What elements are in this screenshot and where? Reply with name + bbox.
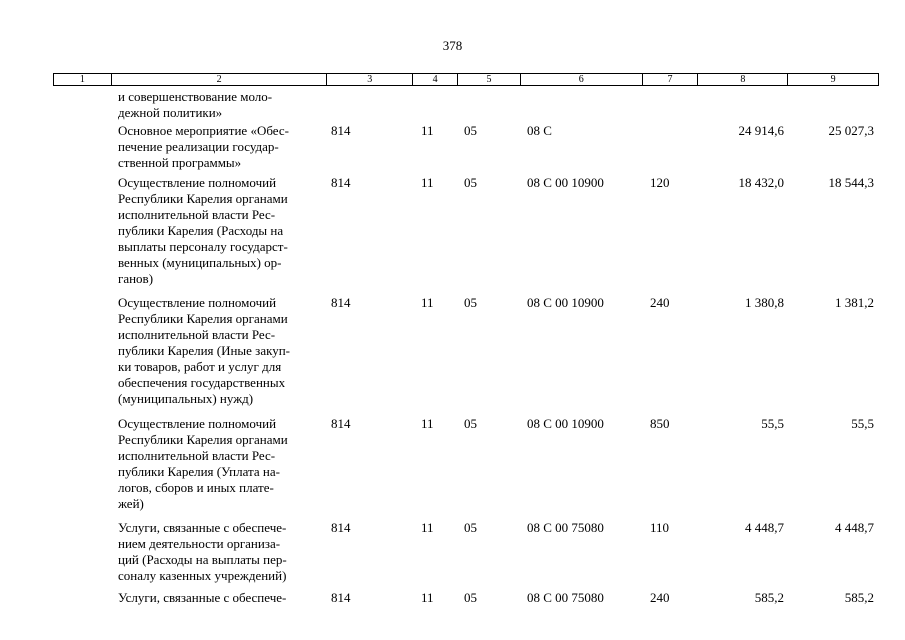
cell-amount-1: 18 432,0 <box>738 175 784 190</box>
cell-amount-1: 585,2 <box>754 590 784 605</box>
cell-section: 11 <box>421 175 434 190</box>
cell-section: 11 <box>421 123 434 138</box>
cell-section: 11 <box>421 520 434 535</box>
cell-amount-2: 585,2 <box>844 590 874 605</box>
header-col-7: 7 <box>643 74 699 85</box>
cell-article: 08 С <box>527 123 552 138</box>
cell-ministry: 814 <box>331 520 351 535</box>
cell-subsection: 05 <box>464 175 477 190</box>
cell-article: 08 С 00 10900 <box>527 175 604 190</box>
cell-name: Услуги, связанные с обеспече- нием деятельности организа- ций (Расходы на выплаты пер- соналу казенных учреждений) <box>118 520 287 583</box>
header-col-4: 4 <box>413 74 458 85</box>
cell-name: Осуществление полномочий Республики Карелия органами исполнительной власти Рес- публики Карелия (Расходы на выплаты персоналу государст- венных (муниципальных) ор- ганов) <box>118 175 288 286</box>
cell-ministry: 814 <box>331 175 351 190</box>
cell-name: и совершенствование моло- дежной политики» <box>118 89 273 120</box>
cell-section: 11 <box>421 416 434 431</box>
header-col-8: 8 <box>698 74 788 85</box>
cell-article: 08 С 00 75080 <box>527 590 604 605</box>
cell-type: 850 <box>650 416 670 431</box>
cell-amount-1: 4 448,7 <box>745 520 784 535</box>
cell-article: 08 С 00 10900 <box>527 416 604 431</box>
cell-ministry: 814 <box>331 590 351 605</box>
page-number: 378 <box>442 38 463 53</box>
cell-type: 240 <box>650 590 670 605</box>
cell-article: 08 С 00 10900 <box>527 295 604 310</box>
cell-subsection: 05 <box>464 520 477 535</box>
cell-type: 110 <box>650 520 670 535</box>
cell-amount-1: 24 914,6 <box>738 123 784 138</box>
cell-amount-2: 4 448,7 <box>835 520 874 535</box>
cell-name: Услуги, связанные с обеспече- <box>118 590 287 605</box>
cell-subsection: 05 <box>464 295 477 310</box>
cell-name: Основное мероприятие «Обес- печение реализации государ- ственной программы» <box>118 123 289 170</box>
header-col-5: 5 <box>458 74 521 85</box>
cell-subsection: 05 <box>464 123 477 138</box>
cell-amount-1: 55,5 <box>761 416 784 431</box>
header-col-3: 3 <box>327 74 413 85</box>
cell-section: 11 <box>421 295 434 310</box>
cell-section: 11 <box>421 590 434 605</box>
cell-subsection: 05 <box>464 590 477 605</box>
header-col-2: 2 <box>112 74 327 85</box>
cell-amount-1: 1 380,8 <box>745 295 784 310</box>
cell-name: Осуществление полномочий Республики Карелия органами исполнительной власти Рес- публики Карелия (Уплата на- логов, сборов и иных плате- жей) <box>118 416 288 511</box>
header-col-9: 9 <box>830 74 836 85</box>
table-header <box>53 73 879 86</box>
cell-type: 240 <box>650 295 670 310</box>
header-col-1: 1 <box>54 74 112 85</box>
cell-article: 08 С 00 75080 <box>527 520 604 535</box>
cell-type: 120 <box>650 175 670 190</box>
header-col-6: 6 <box>521 74 643 85</box>
cell-amount-2: 18 544,3 <box>828 175 874 190</box>
cell-amount-2: 25 027,3 <box>828 123 874 138</box>
cell-ministry: 814 <box>331 416 351 431</box>
cell-ministry: 814 <box>331 295 351 310</box>
cell-name: Осуществление полномочий Республики Карелия органами исполнительной власти Рес- публики Карелия (Иные закуп- ки товаров, работ и услуг для обеспечения государственных (муниципальных) нужд) <box>118 295 291 406</box>
cell-amount-2: 55,5 <box>851 416 874 431</box>
cell-subsection: 05 <box>464 416 477 431</box>
cell-ministry: 814 <box>331 123 351 138</box>
cell-amount-2: 1 381,2 <box>835 295 874 310</box>
